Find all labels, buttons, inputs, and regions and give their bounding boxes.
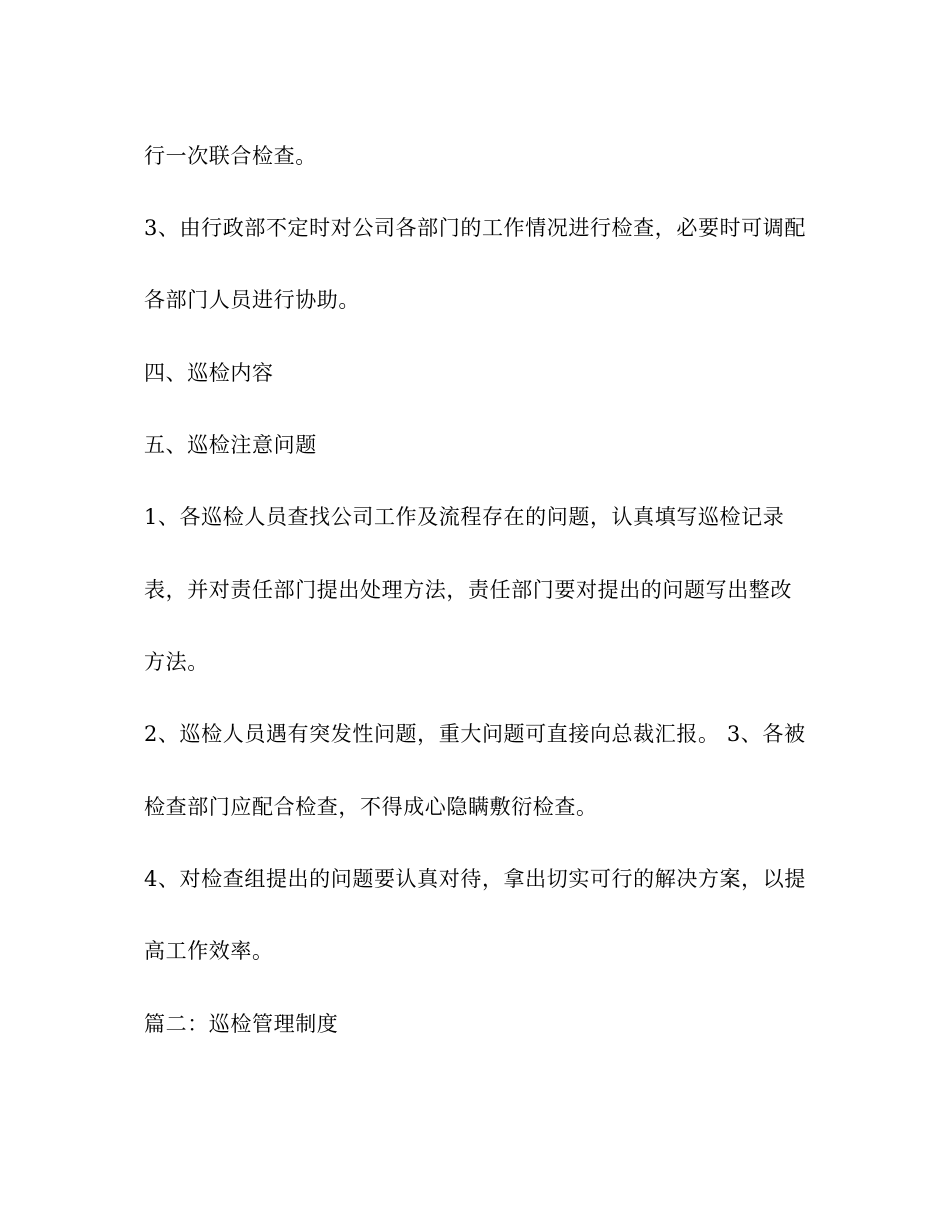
text-line: 3、由行政部不定时对公司各部门的工作情况进行检查，必要时可调配 (144, 216, 806, 240)
text-line: 2、巡检人员遇有突发性问题，重大问题可直接向总裁汇报。 3、各被 (144, 722, 806, 746)
text-line: 检查部门应配合检查，不得成心隐瞒敷衍检查。 (144, 795, 598, 819)
section-heading: 五、巡检注意问题 (144, 433, 317, 457)
section-heading: 四、巡检内容 (144, 361, 274, 385)
text-line: 行一次联合检查。 (144, 144, 317, 168)
text-line: 1、各巡检人员查找公司工作及流程存在的问题，认真填写巡检记录 (144, 505, 785, 529)
text-line: 4、对检查组提出的问题要认真对待，拿出切实可行的解决方案，以提 (144, 867, 806, 891)
text-line: 表，并对责任部门提出处理方法，责任部门要对提出的问题写出整改 (144, 578, 792, 602)
text-line: 方法。 (144, 650, 209, 674)
text-line: 各部门人员进行协助。 (144, 288, 360, 312)
chapter-heading: 篇二：巡检管理制度 (144, 1012, 339, 1036)
text-line: 高工作效率。 (144, 939, 274, 963)
